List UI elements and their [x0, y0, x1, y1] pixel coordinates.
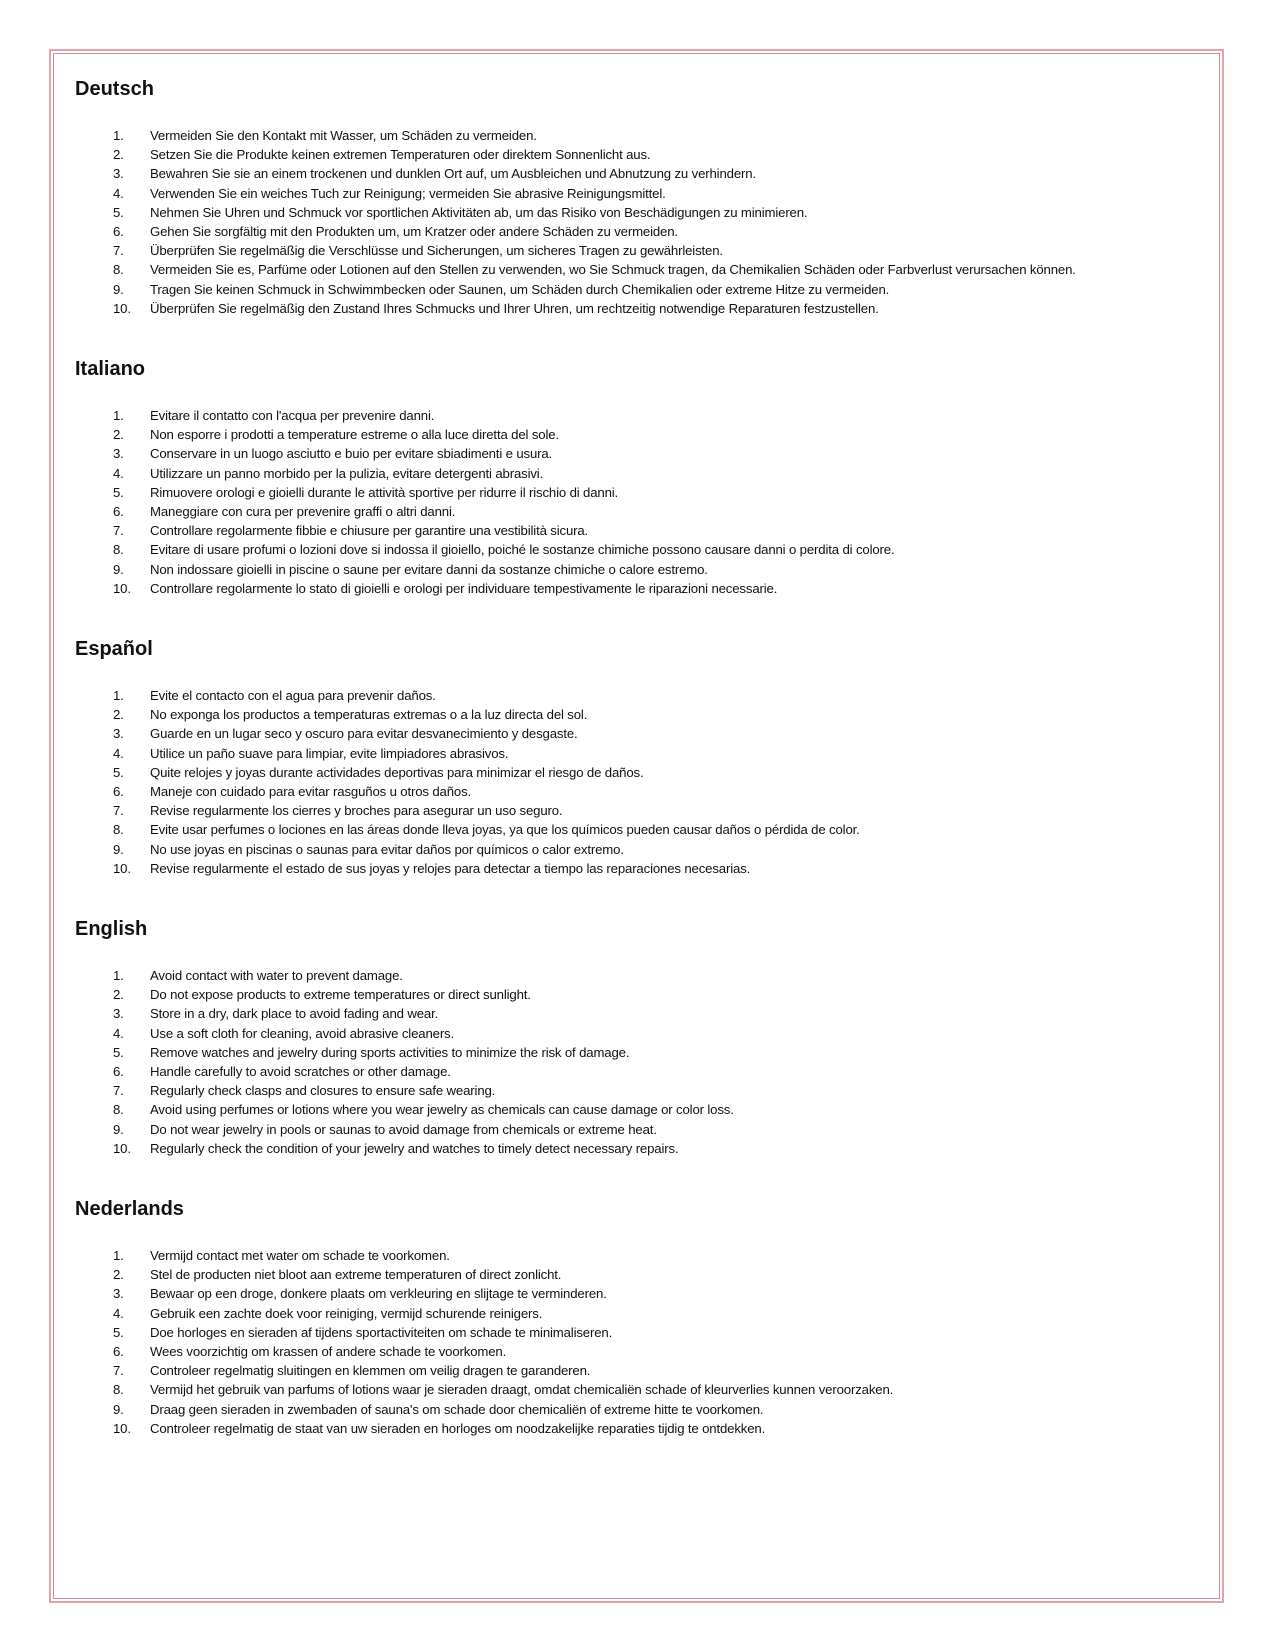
item-text: Setzen Sie die Produkte keinen extremen Temperaturen oder direktem Sonnenlicht aus.	[150, 147, 651, 163]
item-number: 6.	[113, 224, 124, 240]
item-number: 7.	[113, 1363, 124, 1379]
item-text: No exponga los productos a temperaturas extremas o a la luz directa del sol.	[150, 707, 588, 723]
item-text: Utilizzare un panno morbido per la pulizia, evitare detergenti abrasivi.	[150, 465, 544, 481]
item-number: 2.	[113, 707, 124, 723]
item-text: Vermeiden Sie es, Parfüme oder Lotionen auf den Stellen zu verwenden, wo Sie Schmuck tragen, da Chemikalien Schäden oder Farbverlust verursachen können.	[150, 262, 1076, 278]
care-instructions-list	[75, 126, 1205, 318]
item-number: 9.	[113, 1121, 124, 1137]
list-item	[75, 464, 1205, 483]
list-item	[75, 1043, 1205, 1062]
list-item	[75, 782, 1205, 801]
item-number: 10.	[113, 1140, 131, 1156]
item-number: 8.	[113, 1102, 124, 1118]
item-text: Vermeiden Sie den Kontakt mit Wasser, um Schäden zu vermeiden.	[150, 128, 537, 143]
item-number: 3.	[113, 1006, 124, 1022]
item-number: 1.	[113, 128, 124, 143]
item-text: Store in a dry, dark place to avoid fading and wear.	[150, 1006, 439, 1022]
item-number: 7.	[113, 803, 124, 819]
list-item	[75, 1024, 1205, 1043]
list-item	[75, 1246, 1205, 1265]
list-item	[75, 1304, 1205, 1323]
section-deutsch	[75, 74, 1205, 354]
list-item	[75, 1400, 1205, 1419]
care-instructions-list	[75, 1246, 1205, 1438]
item-text: Controllare regolarmente lo stato di gioielli e orologi per individuare tempestivamente le riparazioni necessarie.	[150, 580, 778, 596]
item-text: Avoid contact with water to prevent damage.	[150, 968, 403, 983]
item-number: 10.	[113, 580, 131, 596]
list-item	[75, 1062, 1205, 1081]
section-italiano	[75, 354, 1205, 634]
list-item	[75, 1004, 1205, 1023]
item-number: 6.	[113, 1064, 124, 1080]
item-text: Überprüfen Sie regelmäßig die Verschlüsse und Sicherungen, um sicheres Tragen zu gewährleisten.	[150, 243, 723, 259]
list-item	[75, 540, 1205, 559]
item-text: Do not wear jewelry in pools or saunas to avoid damage from chemicals or extreme heat.	[150, 1121, 657, 1137]
item-number: 9.	[113, 561, 124, 577]
item-number: 5.	[113, 1044, 124, 1060]
item-number: 8.	[113, 822, 124, 838]
item-number: 6.	[113, 504, 124, 520]
item-text: Überprüfen Sie regelmäßig den Zustand Ihres Schmucks und Ihrer Uhren, um rechtzeitig notwendige Reparaturen festzustellen.	[150, 300, 879, 316]
item-number: 5.	[113, 1324, 124, 1340]
item-number: 3.	[113, 166, 124, 182]
list-item	[75, 801, 1205, 820]
item-text: Tragen Sie keinen Schmuck in Schwimmbecken oder Saunen, um Schäden durch Chemikalien oder extreme Hitze zu vermeiden.	[150, 281, 890, 297]
list-item	[75, 840, 1205, 859]
section-heading: Italiano	[75, 358, 146, 380]
item-number: 9.	[113, 281, 124, 297]
item-text: Remove watches and jewelry during sports activities to minimize the risk of damage.	[150, 1044, 630, 1060]
item-number: 8.	[113, 1382, 124, 1398]
item-text: Revise regularmente los cierres y broches para asegurar un uso seguro.	[150, 803, 563, 819]
item-text: Controllare regolarmente fibbie e chiusure per garantire una vestibilità sicura.	[150, 523, 589, 539]
list-item	[75, 1120, 1205, 1139]
care-instructions-list	[75, 966, 1205, 1158]
item-text: Utilice un paño suave para limpiar, evite limpiadores abrasivos.	[150, 745, 509, 761]
item-text: Verwenden Sie ein weiches Tuch zur Reinigung; vermeiden Sie abrasive Reinigungsmittel.	[150, 185, 666, 201]
item-number: 4.	[113, 185, 124, 201]
item-text: Vermijd contact met water om schade te voorkomen.	[150, 1248, 450, 1263]
item-number: 10.	[113, 1420, 131, 1436]
section-heading: English	[75, 918, 148, 940]
list-item	[75, 705, 1205, 724]
list-item	[75, 724, 1205, 743]
item-number: 3.	[113, 446, 124, 462]
list-item	[75, 859, 1205, 878]
item-text: Non esporre i prodotti a temperature estreme o alla luce diretta del sole.	[150, 427, 559, 443]
item-text: Controleer regelmatig sluitingen en klemmen om veilig dragen te garanderen.	[150, 1363, 591, 1379]
list-item	[75, 444, 1205, 463]
list-item	[75, 406, 1205, 425]
item-text: Nehmen Sie Uhren und Schmuck vor sportlichen Aktivitäten ab, um das Risiko von Beschädigungen zu minimieren.	[150, 204, 808, 220]
item-number: 4.	[113, 1305, 124, 1321]
list-item	[75, 1139, 1205, 1158]
list-item	[75, 425, 1205, 444]
item-number: 1.	[113, 1248, 124, 1263]
item-text: Rimuovere orologi e gioielli durante le attività sportive per ridurre il rischio di danni.	[150, 484, 619, 500]
item-number: 2.	[113, 147, 124, 163]
item-text: Evite usar perfumes o lociones en las áreas donde lleva joyas, ya que los químicos pueden causar daños o pérdida de color.	[150, 822, 860, 838]
list-item	[75, 280, 1205, 299]
item-text: Guarde en un lugar seco y oscuro para evitar desvanecimiento y desgaste.	[150, 726, 578, 742]
item-text: Evite el contacto con el agua para prevenir daños.	[150, 688, 436, 703]
item-text: Evitare di usare profumi o lozioni dove si indossa il gioiello, poiché le sostanze chimiche possono causare danni o perdita di colore.	[150, 542, 895, 558]
section-english	[75, 914, 1205, 1194]
list-item	[75, 579, 1205, 598]
item-number: 2.	[113, 1267, 124, 1283]
item-text: Regularly check the condition of your jewelry and watches to timely detect necessary repairs.	[150, 1140, 679, 1156]
item-number: 5.	[113, 764, 124, 780]
item-number: 3.	[113, 1286, 124, 1302]
section-heading: Español	[75, 638, 153, 660]
item-text: Maneje con cuidado para evitar rasguños u otros daños.	[150, 784, 472, 800]
item-text: Avoid using perfumes or lotions where you wear jewelry as chemicals can cause damage or color loss.	[150, 1102, 734, 1118]
item-number: 10.	[113, 300, 131, 316]
care-instructions-list	[75, 686, 1205, 878]
list-item	[75, 203, 1205, 222]
item-text: Vermijd het gebruik van parfums of lotions waar je sieraden draagt, omdat chemicaliën schade of kleurverlies kunnen veroorzaken.	[150, 1382, 894, 1398]
list-item	[75, 1100, 1205, 1119]
item-number: 4.	[113, 465, 124, 481]
item-number: 4.	[113, 1025, 124, 1041]
item-text: Use a soft cloth for cleaning, avoid abrasive cleaners.	[150, 1025, 455, 1041]
section-nederlands	[75, 1194, 1205, 1474]
list-item	[75, 222, 1205, 241]
list-item	[75, 1081, 1205, 1100]
list-item	[75, 502, 1205, 521]
item-text: Gebruik een zachte doek voor reiniging, vermijd schurende reinigers.	[150, 1305, 543, 1321]
item-number: 8.	[113, 542, 124, 558]
item-number: 2.	[113, 427, 124, 443]
item-text: Conservare in un luogo asciutto e buio per evitare sbiadimenti e usura.	[150, 446, 553, 462]
list-item	[75, 820, 1205, 839]
item-number: 7.	[113, 243, 124, 259]
list-item	[75, 184, 1205, 203]
item-number: 5.	[113, 204, 124, 220]
section-heading: Deutsch	[75, 78, 154, 100]
section-espanol	[75, 634, 1205, 914]
list-item	[75, 1265, 1205, 1284]
list-item	[75, 1342, 1205, 1361]
item-number: 7.	[113, 1083, 124, 1099]
item-number: 1.	[113, 408, 124, 423]
item-number: 9.	[113, 1401, 124, 1417]
item-number: 9.	[113, 841, 124, 857]
list-item	[75, 1323, 1205, 1342]
list-item	[75, 241, 1205, 260]
document-body	[75, 74, 1205, 1474]
item-number: 6.	[113, 784, 124, 800]
item-text: Controleer regelmatig de staat van uw sieraden en horloges om noodzakelijke reparaties tijdig te ontdekken.	[150, 1420, 766, 1436]
item-text: Wees voorzichtig om krassen of andere schade te voorkomen.	[150, 1344, 507, 1360]
item-text: Revise regularmente el estado de sus joyas y relojes para detectar a tiempo las reparaciones necesarias.	[150, 860, 751, 876]
item-text: Stel de producten niet bloot aan extreme temperaturen of direct zonlicht.	[150, 1267, 562, 1283]
item-text: Maneggiare con cura per prevenire graffi o altri danni.	[150, 504, 456, 520]
list-item	[75, 686, 1205, 705]
item-text: Draag geen sieraden in zwembaden of sauna's om schade door chemicaliën of extreme hitte te voorkomen.	[150, 1401, 764, 1417]
list-item	[75, 145, 1205, 164]
item-text: Doe horloges en sieraden af tijdens sportactiviteiten om schade te minimaliseren.	[150, 1324, 613, 1340]
item-text: Bewaar op een droge, donkere plaats om verkleuring en slijtage te verminderen.	[150, 1286, 607, 1302]
item-text: Bewahren Sie sie an einem trockenen und dunklen Ort auf, um Ausbleichen und Abnutzung zu verhindern.	[150, 166, 756, 182]
item-text: Do not expose products to extreme temperatures or direct sunlight.	[150, 987, 531, 1003]
item-text: Handle carefully to avoid scratches or other damage.	[150, 1064, 451, 1080]
item-number: 7.	[113, 523, 124, 539]
list-item	[75, 966, 1205, 985]
list-item	[75, 763, 1205, 782]
care-instructions-list	[75, 406, 1205, 598]
item-text: Regularly check clasps and closures to ensure safe wearing.	[150, 1083, 496, 1099]
item-number: 10.	[113, 860, 131, 876]
item-text: Gehen Sie sorgfältig mit den Produkten um, um Kratzer oder andere Schäden zu vermeiden.	[150, 224, 678, 240]
item-number: 8.	[113, 262, 124, 278]
item-number: 4.	[113, 745, 124, 761]
item-text: No use joyas en piscinas o saunas para evitar daños por químicos o calor extremo.	[150, 841, 624, 857]
list-item	[75, 1284, 1205, 1303]
item-text: Evitare il contatto con l'acqua per prevenire danni.	[150, 408, 435, 423]
list-item	[75, 744, 1205, 763]
list-item	[75, 1419, 1205, 1438]
list-item	[75, 483, 1205, 502]
item-number: 1.	[113, 688, 124, 703]
list-item	[75, 299, 1205, 318]
list-item	[75, 985, 1205, 1004]
item-text: Quite relojes y joyas durante actividades deportivas para minimizar el riesgo de daños.	[150, 764, 644, 780]
list-item	[75, 1361, 1205, 1380]
item-text: Non indossare gioielli in piscine o saune per evitare danni da sostanze chimiche o calore estremo.	[150, 561, 708, 577]
item-number: 1.	[113, 968, 124, 983]
item-number: 6.	[113, 1344, 124, 1360]
section-heading: Nederlands	[75, 1198, 184, 1220]
list-item	[75, 560, 1205, 579]
item-number: 3.	[113, 726, 124, 742]
list-item	[75, 126, 1205, 145]
list-item	[75, 1380, 1205, 1399]
list-item	[75, 521, 1205, 540]
item-number: 2.	[113, 987, 124, 1003]
list-item	[75, 260, 1205, 279]
item-number: 5.	[113, 484, 124, 500]
list-item	[75, 164, 1205, 183]
